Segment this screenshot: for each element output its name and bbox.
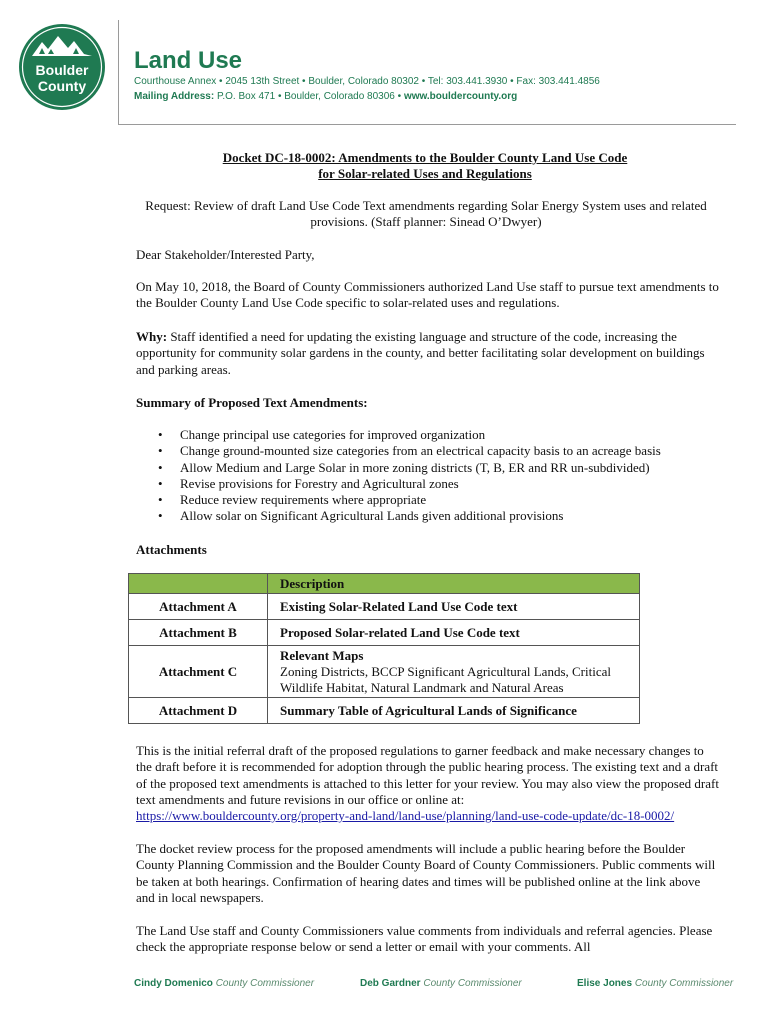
header-horizontal-rule bbox=[118, 124, 736, 125]
attachment-label: Attachment A bbox=[129, 594, 268, 620]
header-vertical-rule bbox=[118, 20, 119, 125]
attachments-table bbox=[128, 573, 640, 724]
mailing-label: Mailing Address: bbox=[134, 91, 215, 102]
attachment-label: Attachment C bbox=[129, 646, 268, 698]
street-address: Courthouse Annex • 2045 13th Street • Boulder, Colorado 80302 • Tel: 303.441.3930 • Fax: 303.441.4856 bbox=[134, 76, 600, 87]
footer-commissioner-1: Cindy Domenico County Commissioner bbox=[134, 978, 315, 989]
list-item: • Reduce review requirements where appropriate bbox=[158, 492, 661, 508]
docket-title bbox=[134, 150, 716, 182]
list-item: • Change principal use categories for improved organization bbox=[158, 427, 661, 443]
intro-paragraph: On May 10, 2018, the Board of County Commissioners authorized Land Use staff to pursue text amendments to the Boulder County Land Use Code specific to solar-related uses and regulations. bbox=[136, 279, 719, 311]
website-link[interactable]: www.bouldercounty.org bbox=[403, 91, 518, 102]
table-row bbox=[129, 594, 640, 620]
footer-commissioner-2: Deb Gardner County Commissioner bbox=[360, 978, 522, 989]
summary-list bbox=[158, 427, 661, 525]
attachment-label: Attachment D bbox=[129, 698, 268, 724]
department-title: Land Use bbox=[134, 47, 243, 74]
boulder-county-logo bbox=[18, 22, 106, 112]
why-paragraph bbox=[136, 329, 722, 378]
docket-title-line2: for Solar-related Uses and Regulations bbox=[318, 166, 532, 181]
attachment-desc-head: Relevant Maps bbox=[280, 647, 364, 663]
why-label: Why: bbox=[136, 329, 168, 344]
logo-text-line2: County bbox=[37, 78, 87, 94]
footer-commissioner-3: Elise Jones County Commissioner bbox=[577, 978, 734, 989]
attachment-desc bbox=[268, 646, 640, 698]
mailing-text: P.O. Box 471 • Boulder, Colorado 80306 • bbox=[214, 91, 404, 102]
table-row bbox=[129, 646, 640, 698]
request-paragraph: Request: Review of draft Land Use Code Text amendments regarding Solar Energy System uses and related provisions. (Staff planner: Sinead O’Dwyer) bbox=[145, 198, 707, 230]
list-item: • Revise provisions for Forestry and Agricultural zones bbox=[158, 476, 661, 492]
summary-heading: Summary of Proposed Text Amendments: bbox=[136, 395, 368, 410]
mailing-address bbox=[134, 91, 517, 102]
docket-link[interactable]: https://www.bouldercounty.org/property-and-land/land-use/planning/land-use-code-update/dc-18-0002/ bbox=[136, 808, 675, 824]
attachment-desc: Proposed Solar-related Land Use Code text bbox=[268, 620, 640, 646]
description-header: Description bbox=[268, 574, 640, 594]
docket-title-line1: Docket DC-18-0002: Amendments to the Boulder County Land Use Code bbox=[222, 150, 628, 165]
attachment-desc: Existing Solar-Related Land Use Code text bbox=[268, 594, 640, 620]
referral-paragraph bbox=[136, 743, 722, 824]
hearing-paragraph: The docket review process for the proposed amendments will include a public hearing before the Boulder County Planning Commission and the Boulder County Board of County Commissioners. Public comments will be taken at both hearings. Confirmation of hearing dates and times will be published online at the link above and in local newspapers. bbox=[136, 841, 716, 905]
referral-text: This is the initial referral draft of the proposed regulations to garner feedback and make necessary changes to the draft before it is recommended for adoption through the public hearing process. The existing text and a draft of the proposed text amendments is attached to this letter for your review. You may also view the proposed draft text amendments and future revisions in our office or online at: bbox=[136, 743, 719, 807]
table-row bbox=[129, 620, 640, 646]
list-item: • Change ground-mounted size categories from an electrical capacity basis to an acreage basis bbox=[158, 443, 661, 459]
list-item: • Allow Medium and Large Solar in more zoning districts (T, B, ER and RR un-subdivided) bbox=[158, 460, 661, 476]
logo-text-line1: Boulder bbox=[35, 62, 89, 78]
why-text: Staff identified a need for updating the existing language and structure of the code, increasing the opportunity for community solar gardens in the county, and better facilitating solar development on buildings and parking areas. bbox=[136, 329, 705, 377]
attachment-desc-line: Zoning Districts, BCCP Significant Agricultural Lands, Critical bbox=[280, 663, 611, 679]
attachment-desc: Summary Table of Agricultural Lands of Significance bbox=[268, 698, 640, 724]
attachment-label: Attachment B bbox=[129, 620, 268, 646]
list-item: • Allow solar on Significant Agricultural Lands given additional provisions bbox=[158, 508, 661, 524]
table-header-row bbox=[129, 574, 640, 594]
table-row bbox=[129, 698, 640, 724]
attachment-desc-line: Wildlife Habitat, Natural Landmark and Natural Areas bbox=[280, 679, 564, 695]
salutation: Dear Stakeholder/Interested Party, bbox=[136, 247, 315, 262]
comments-paragraph: The Land Use staff and County Commissioners value comments from individuals and referral agencies. Please check the appropriate response below or send a letter or email with your comments. All bbox=[136, 923, 713, 955]
attachments-heading: Attachments bbox=[136, 542, 207, 557]
